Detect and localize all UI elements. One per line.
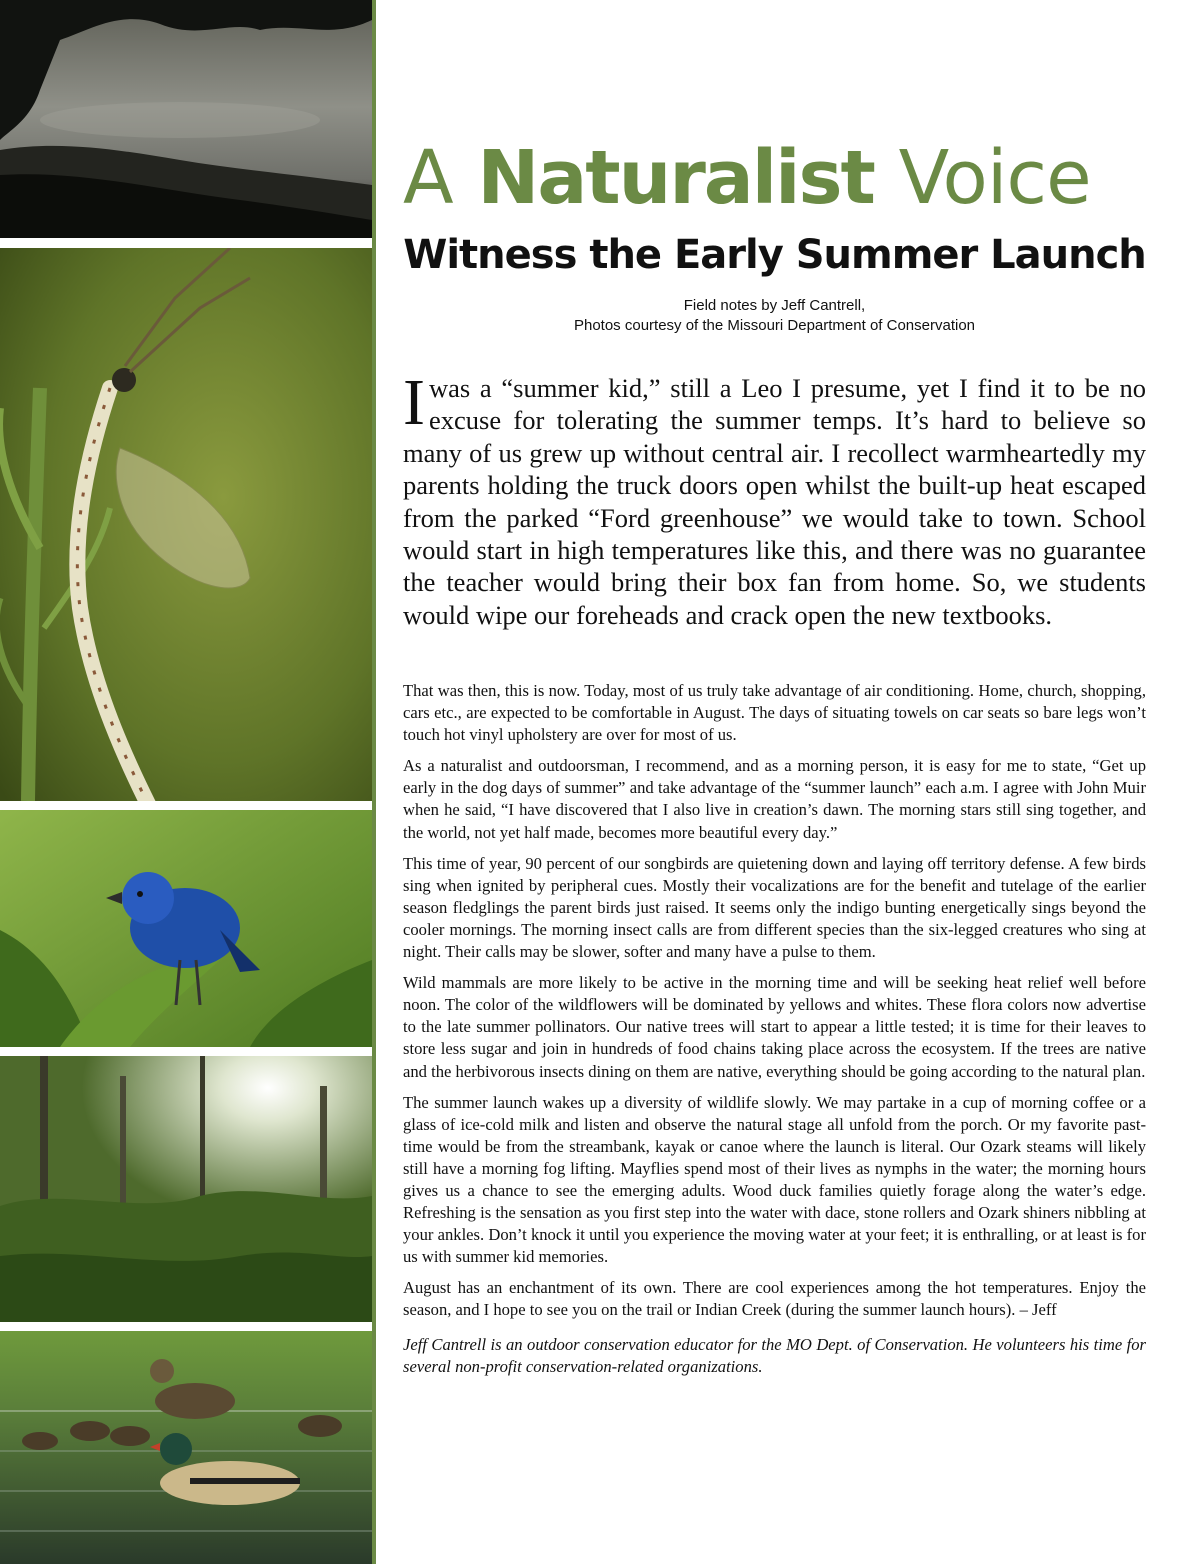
body-paragraph: That was then, this is now. Today, most of us truly take advantage of air conditioning. Home, church, shopping, cars etc., are expected to be comfortable in August. The days of situating towels on car seats so bare legs won’t touch hot vinyl upholstery are over for most of us. <box>403 681 1146 745</box>
body-paragraph: Wild mammals are more likely to be active in the morning time and will be seeking heat relief well before noon. The color of the wildflowers will be dominated by yellows and whites. These flora colors now advertise to the late summer pollinators. Our native trees will start to appear a little tested; it is time for their leaves to store less sugar and join in hundreds of food chains taking place across the ecosystem. If the trees are native and the herbivorous insects dining on them are native, everything should be going according to the natural plan. <box>403 973 1146 1081</box>
accent-divider <box>372 0 376 1564</box>
photo-mayfly <box>0 248 372 801</box>
photo-indigo-bunting <box>0 810 372 1047</box>
photo-forest <box>0 1056 372 1322</box>
masthead-word-naturalist: Naturalist <box>477 135 874 221</box>
byline-photo-credit: Photos courtesy of the Missouri Department of Conservation <box>573 317 976 334</box>
lead-paragraph <box>403 366 1146 631</box>
photo-foggy-river <box>0 0 372 238</box>
drop-cap: I <box>403 366 425 439</box>
masthead-word-voice: Voice <box>898 135 1091 221</box>
byline <box>403 296 1146 336</box>
masthead-word-a: A <box>403 135 453 221</box>
photo-wood-ducks <box>0 1331 372 1564</box>
body-paragraph: The summer launch wakes up a diversity of wildlife slowly. We may partake in a cup of morning coffee or a glass of ice-cold milk and listen and observe the natural stage all unfold from the porch. Or my favorite past-time would be from the streambank, kayak or canoe where the launch is literal. Our Ozark steams will likely still have a morning fog lifting. Mayflies spend most of their lives as nymphs in the water; the morning hours gives us a chance to see the emerging adults. Wood duck families quietly forage along the water’s edge. Refreshing is the sensation as you first step into the water with dace, stone rollers and Ozark shiners nibbling at your ankles. Don’t knock it until you experience the moving water at your feet; it is enthralling, or at least is for us with summer kid memories. <box>403 1092 1146 1267</box>
masthead-title <box>403 128 1146 228</box>
article-body <box>403 680 1146 1387</box>
body-paragraph: This time of year, 90 percent of our songbirds are quietening down and laying off territory defense. A few birds sing when ignited by peripheral cues. Mostly their vocalizations are for the benefit and tutelage of the earlier season fledglings the parent birds just raised. It seems only the indigo bunting energetically sings beyond the cooler mornings. The morning insect calls are from different species than the six-legged creatures who sing at night. Their calls may be slower, softer and many have a pulse to them. <box>403 853 1146 962</box>
author-bio: Jeff Cantrell is an outdoor conservation educator for the MO Dept. of Conservation. He volunteers his time for several non-profit conservation-related organizations. <box>403 1334 1146 1376</box>
photo-column <box>0 0 372 1564</box>
lead-text: was a “summer kid,” still a Leo I presume, yet I find it to be no excuse for tolerating the summer temps. It’s hard to believe so many of us grew up without central air. I recollect warmheartedly my parents holding the truck doors open whilst the built-up heat escaped from the parked “Ford greenhouse” we would take to town. School would start in high temperatures like this, and there was no guarantee the teacher would bring their box fan from home. So, we students would wipe our foreheads and crack open the new textbooks. <box>403 373 1146 630</box>
byline-author: Field notes by Jeff Cantrell, <box>683 297 866 314</box>
article-subtitle: Witness the Early Summer Launch <box>403 232 1146 278</box>
body-paragraph: August has an enchantment of its own. There are cool experiences among the hot temperatures. Enjoy the season, and I hope to see you on the trail or Indian Creek (during the summer launch hours). – Jeff <box>403 1278 1146 1320</box>
body-paragraph: As a naturalist and outdoorsman, I recommend, and as a morning person, it is easy for me to state, “Get up early in the dog days of summer” and take advantage of the “summer launch” each a.m. I agree with John Muir when he said, “I have discovered that I also live in creation’s dawn. The morning stars still sing together, and the world, not yet half made, becomes more beautiful every day.” <box>403 756 1146 842</box>
